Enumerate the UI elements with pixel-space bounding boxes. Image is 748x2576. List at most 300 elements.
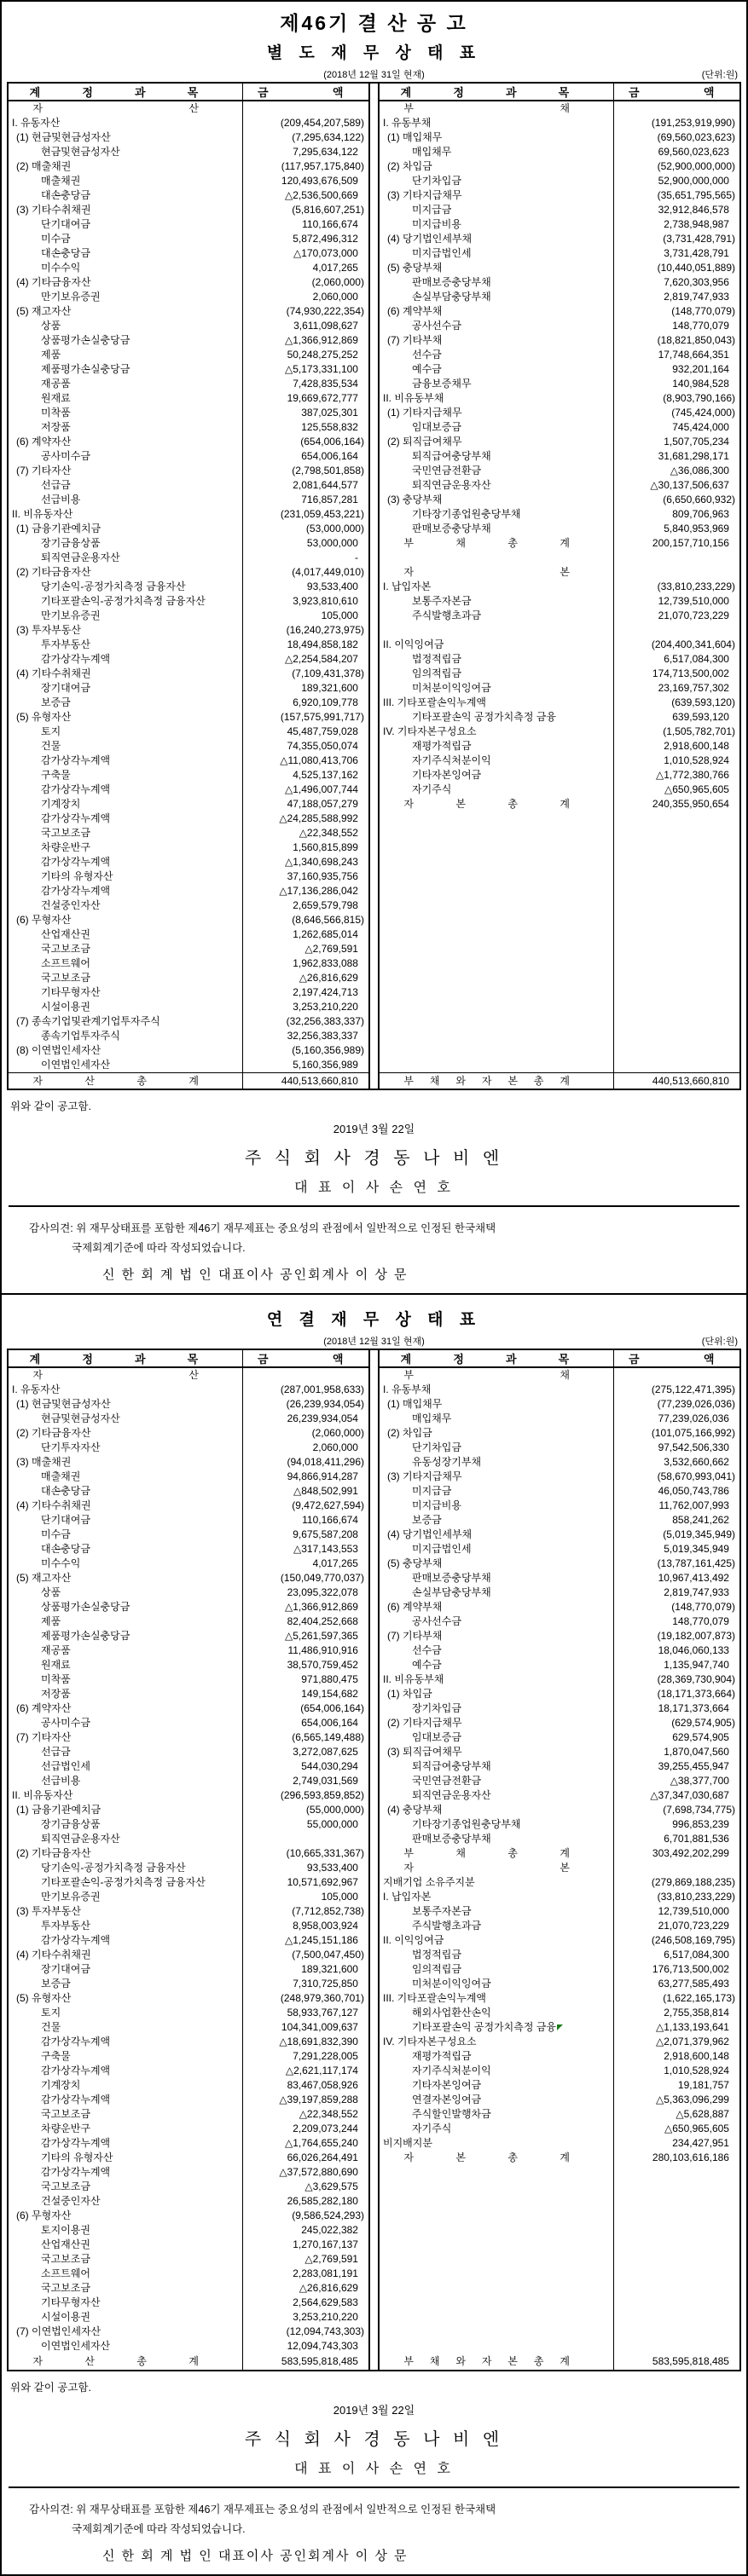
account-label: 국고보조금 — [41, 2253, 90, 2265]
account-label: 판매보증충당부채 — [412, 276, 491, 288]
consolidated-statement-section — [0, 1293, 748, 2576]
table-row — [380, 1759, 739, 1774]
account-label: 미지급금 — [412, 1485, 452, 1497]
account-label: 저장품 — [41, 1688, 71, 1700]
amount-value: 2,918,600,148 — [664, 2050, 729, 2062]
account-label: 소프트웨어 — [41, 957, 90, 969]
table-row — [9, 1716, 368, 1730]
account-label: (4) 기타수취채권 — [16, 1949, 91, 1961]
signature-block — [2, 1098, 746, 1283]
amount-value: (191,253,919,990) — [651, 117, 735, 129]
spread-char: 자 — [481, 1075, 492, 1087]
amount-column-header — [613, 1350, 739, 1366]
account-label: 만기보유증권 — [41, 1891, 101, 1903]
spread-char: 부 — [403, 2355, 414, 2367]
spread-char: 계 — [29, 1353, 41, 1366]
table-row — [380, 464, 739, 478]
table-row — [380, 681, 739, 696]
amount-value: 932,201,164 — [672, 363, 729, 375]
table-row — [380, 1368, 739, 1383]
table-row — [9, 1730, 368, 1745]
table-row — [9, 594, 368, 609]
table-row — [9, 406, 368, 420]
table-row — [380, 1542, 739, 1557]
account-label: III. 기타포괄손익누계액 — [383, 1992, 486, 2004]
spread-char: 채 — [429, 2355, 440, 2367]
spread-char: 자 — [403, 798, 414, 810]
account-label: 기타포괄손익 공정가치측정 금융 — [380, 2020, 613, 2035]
account-label: (2) 차입금 — [387, 160, 432, 172]
table-row — [380, 449, 739, 464]
amount-value: 303,492,202,299 — [652, 1847, 729, 1859]
table-row — [9, 2078, 368, 2093]
spread-char: 산 — [84, 2355, 95, 2367]
spread-char: 금 — [629, 86, 640, 99]
table-row — [380, 1716, 739, 1730]
account-label: 미지급비용 — [412, 1499, 461, 1511]
amount-value: 12,094,743,303 — [287, 2340, 358, 2352]
table-row — [9, 1774, 368, 1788]
table-row — [9, 116, 368, 130]
amount-value: 639,593,120 — [672, 711, 729, 723]
table-row — [9, 1014, 368, 1029]
amount-value: (69,560,023,623) — [657, 131, 735, 143]
account-label: I. 유동자산 — [12, 1383, 61, 1395]
amount-value: 996,853,239 — [672, 1818, 729, 1830]
account-label: 재공품 — [41, 1644, 71, 1656]
amount-value: 1,962,833,088 — [293, 957, 358, 969]
amount-value: 745,424,000 — [672, 421, 729, 433]
amount-value: △3,629,575 — [304, 2180, 358, 2192]
amount-value: 3,923,810,610 — [293, 595, 358, 607]
amount-value: 94,866,914,287 — [287, 1470, 358, 1482]
table-row — [9, 1043, 368, 1058]
account-label: 기타장기종업원충당부채 — [412, 1818, 521, 1830]
spread-char: 과 — [134, 86, 146, 99]
amount-value: △2,071,379,962 — [656, 2036, 729, 2048]
account-label: 상품평가손실충당금 — [41, 334, 130, 346]
spread-char: 채 — [560, 102, 570, 114]
account-label: (1) 금융기관예치금 — [16, 523, 101, 534]
amount-value: (52,900,000,000) — [657, 160, 735, 172]
account-label: (1) 현금및현금성자산 — [16, 1398, 111, 1410]
table-row — [380, 609, 739, 623]
table-row — [380, 1687, 739, 1701]
account-label: 미처분이익잉여금 — [412, 1978, 491, 1990]
table-row — [380, 2035, 739, 2049]
account-label: 기타포괄손익 공정가치측정 금융 — [412, 711, 556, 723]
amount-value — [613, 565, 739, 580]
amount-value: 240,355,950,654 — [652, 798, 729, 810]
table-row — [380, 319, 739, 333]
amount-value: 234,427,951 — [672, 2137, 729, 2149]
amount-value: 4,525,137,162 — [293, 769, 358, 781]
account-label: 현금및현금성자산 — [41, 1412, 120, 1424]
spread-char: 액 — [332, 1353, 344, 1366]
account-label: 국민연금전환금 — [412, 465, 482, 477]
account-label: (2) 기타지급채무 — [387, 1717, 462, 1729]
table-row — [9, 739, 368, 754]
amount-value: (19,182,007,873) — [657, 1630, 735, 1642]
amount-value: (204,400,341,604) — [651, 638, 735, 650]
table-row — [9, 2093, 368, 2107]
table-row — [9, 1745, 368, 1759]
account-label: 대손충당금 — [41, 247, 90, 259]
amount-value: (231,059,453,221) — [280, 508, 364, 520]
spread-char: 채 — [455, 537, 466, 549]
table-row — [380, 623, 739, 638]
amount-value: 1,560,815,899 — [293, 841, 358, 853]
amount-value: 7,428,835,534 — [293, 378, 358, 390]
table-row — [380, 783, 739, 797]
account-label: (7) 기타부채 — [387, 334, 443, 346]
amount-value: 52,900,000,000 — [658, 175, 729, 187]
table-row — [380, 652, 739, 667]
table-row — [380, 1977, 739, 1991]
table-row — [9, 551, 368, 565]
table-row — [380, 797, 739, 811]
table-row — [9, 811, 368, 826]
table-row — [9, 1000, 368, 1014]
spread-char: 계 — [188, 1075, 199, 1087]
account-label: (3) 투자부동산 — [16, 624, 81, 636]
amount-value: △1,772,380,766 — [656, 769, 729, 781]
spread-char: 액 — [703, 86, 715, 99]
table-row — [9, 1991, 368, 2006]
spread-char: 액 — [332, 86, 344, 99]
table-row — [380, 2049, 739, 2064]
table-row — [380, 739, 739, 754]
amount-value: △170,073,000 — [293, 247, 358, 259]
account-label: 토지 — [41, 2007, 61, 2019]
amount-value: 74,355,050,074 — [287, 740, 358, 752]
table-row — [9, 1933, 368, 1948]
table-row — [9, 1513, 368, 1528]
amount-value: (74,930,222,354) — [286, 305, 364, 317]
table-row — [380, 2078, 739, 2093]
date-line — [2, 1334, 746, 1346]
amount-value: △650,965,605 — [664, 783, 729, 795]
table-row — [380, 275, 739, 290]
amount-value: 3,731,428,791 — [664, 247, 729, 259]
table-row — [380, 1513, 739, 1528]
liabilities-equity-rows — [380, 1368, 739, 2354]
amount-value: 2,755,358,814 — [664, 2007, 729, 2019]
spread-char: 정 — [82, 86, 93, 99]
table-row — [9, 493, 368, 507]
table-row — [380, 2151, 739, 2165]
amount-value: (246,508,169,795) — [651, 1934, 735, 1946]
ceo-name: 대 표 이 사 손 연 호 — [294, 2462, 454, 2476]
table-row — [380, 522, 739, 536]
amount-value: 66,026,264,491 — [287, 2151, 358, 2163]
account-label: 선급비용 — [41, 494, 81, 505]
amount-value: 654,006,164 — [301, 450, 358, 462]
amount-value: △11,080,413,706 — [280, 754, 358, 766]
amount-value: 2,081,644,577 — [293, 479, 358, 491]
amount-value: 18,494,858,182 — [287, 638, 358, 650]
amount-value: (12,094,743,303) — [286, 2325, 364, 2337]
account-label: 차량운반구 — [41, 841, 90, 853]
amount-value: △17,136,286,042 — [279, 885, 358, 897]
account-label: 임대보증금 — [412, 421, 461, 433]
table-header-row — [380, 1350, 739, 1368]
amount-value: (275,122,471,395) — [651, 1383, 735, 1395]
table-row — [9, 1029, 368, 1043]
amount-value: 26,239,934,054 — [287, 1412, 358, 1424]
account-label: 장기대여금 — [41, 1963, 90, 1975]
spread-char: 목 — [558, 86, 570, 99]
table-row — [9, 1672, 368, 1687]
amount-value: (7,295,634,122) — [292, 131, 364, 143]
account-label: 퇴직연금운용자산 — [412, 1789, 491, 1801]
amount-value: (9,586,524,293) — [292, 2209, 364, 2221]
table-row — [380, 565, 739, 580]
account-label: 국고보조금 — [41, 943, 90, 955]
amount-value: (10,665,331,367) — [286, 1847, 364, 1859]
amount-value — [613, 101, 739, 116]
table-row — [9, 1455, 368, 1470]
amount-value: 189,321,600 — [301, 682, 358, 694]
amount-value: (654,006,164) — [300, 1702, 364, 1714]
amount-value: 105,000 — [321, 609, 358, 621]
amount-value — [242, 1368, 368, 1383]
as-of-date: (2018년 12월 31일 현재) — [323, 70, 425, 80]
account-label: 기타자본잉여금 — [412, 2079, 482, 2091]
account-label: (3) 충당부채 — [387, 494, 443, 505]
amount-value: 23,169,757,302 — [658, 682, 729, 694]
amount-value: △36,086,300 — [670, 465, 729, 477]
account-label: (1) 매입채무 — [387, 131, 443, 143]
amount-value: 19,669,672,777 — [287, 392, 358, 404]
spread-char: 계 — [400, 86, 412, 99]
account-label — [380, 1861, 613, 1875]
account-label: 국고보조금 — [41, 827, 90, 839]
account-label: 미처분이익잉여금 — [412, 682, 491, 694]
amount-value: (6,650,660,932) — [663, 494, 735, 505]
announcement-text: 위와 같이 공고함. — [10, 1100, 91, 1112]
table-row — [9, 2020, 368, 2035]
amount-value: 7,291,228,005 — [293, 2050, 358, 2062]
account-label: (2) 기타금융자산 — [16, 1427, 91, 1439]
amount-value: 19,181,757 — [677, 2079, 729, 2091]
amount-column-header — [613, 84, 739, 100]
account-label: (5) 유형자산 — [16, 711, 72, 723]
spread-char: 본 — [455, 798, 466, 810]
account-label: 건설중인자산 — [41, 2195, 101, 2207]
table-row — [380, 696, 739, 710]
account-label: 유동성장기부채 — [412, 1456, 482, 1468]
account-label: 토지 — [41, 725, 61, 737]
table-row — [380, 594, 739, 609]
table-row — [9, 478, 368, 493]
account-label: (4) 당기법인세부채 — [387, 233, 473, 245]
account-label: 감가상각누계액 — [41, 885, 111, 897]
signature-date: 2019년 3월 22일 — [333, 1123, 415, 1135]
account-label: (2) 기타금융자산 — [16, 566, 91, 578]
account-label: 제품평가손실충당금 — [41, 1630, 130, 1642]
signature-block — [2, 2379, 746, 2564]
amount-value: (101,075,166,992) — [651, 1427, 735, 1439]
amount-value: △39,197,859,288 — [279, 2094, 358, 2105]
table-row — [9, 1412, 368, 1426]
table-row — [380, 2006, 739, 2020]
table-row — [380, 1788, 739, 1803]
amount-value: 2,738,948,987 — [664, 218, 729, 230]
account-label: 상품평가손실충당금 — [41, 1601, 130, 1613]
spread-char: 총 — [507, 537, 518, 549]
table-row — [380, 1499, 739, 1513]
table-row — [380, 1803, 739, 1817]
table-row — [9, 2194, 368, 2209]
amount-value: (10,440,051,889) — [657, 262, 735, 274]
amount-value: (629,574,905) — [671, 1717, 735, 1729]
spread-char: 총 — [136, 2355, 147, 2367]
amount-value: 18,171,373,664 — [658, 1702, 729, 1714]
account-label: 공사미수금 — [41, 1717, 90, 1729]
table-row — [9, 1977, 368, 1991]
account-label: (1) 금융기관예치금 — [16, 1804, 101, 1816]
table-row — [9, 1875, 368, 1890]
amount-value: (7,500,047,450) — [292, 1949, 364, 1961]
table-row — [9, 1571, 368, 1585]
amount-value: (248,979,360,701) — [280, 1992, 364, 2004]
table-row — [9, 797, 368, 811]
account-label: (3) 매출채권 — [16, 1456, 72, 1468]
amount-value: (55,000,000) — [305, 1804, 364, 1816]
spread-char: 과 — [134, 1353, 146, 1366]
account-label: (4) 충당부채 — [387, 1804, 443, 1816]
account-label: 투자부동산 — [41, 638, 90, 650]
amount-value: 6,920,109,778 — [293, 696, 358, 708]
account-label: 퇴직급여충당부채 — [412, 1760, 491, 1772]
table-row — [380, 478, 739, 493]
spread-char: 계 — [560, 1075, 570, 1087]
amount-value: 544,030,294 — [301, 1760, 358, 1772]
statement-title: 연 결 재 무 상 태 표 — [266, 1311, 482, 1329]
account-label: 건설중인자산 — [41, 899, 101, 911]
amount-value: 5,840,953,969 — [664, 523, 729, 534]
spread-char: 액 — [703, 1353, 715, 1366]
spread-char: 부 — [403, 537, 414, 549]
table-row — [9, 2296, 368, 2310]
spread-char: 자 — [403, 1862, 414, 1874]
table-row — [9, 1890, 368, 1904]
table-row — [9, 1614, 368, 1629]
amount-value: 1,135,947,740 — [664, 1659, 729, 1671]
amount-value: 23,095,322,078 — [287, 1586, 358, 1598]
table-row — [380, 1890, 739, 1904]
table-row — [9, 1557, 368, 1571]
account-label: IV. 기타자본구성요소 — [383, 2036, 477, 2048]
spread-char: 자 — [481, 2355, 492, 2367]
account-label: (2) 퇴직급여채무 — [387, 436, 462, 448]
account-label: 해외사업환산손익 — [412, 2007, 491, 2019]
amount-value: 4,017,265 — [312, 1557, 358, 1569]
table-row — [380, 1962, 739, 1977]
amount-value — [242, 101, 368, 116]
spread-char: 부 — [403, 1075, 414, 1087]
account-label: (4) 기타수취채권 — [16, 1499, 91, 1511]
spread-char: 본 — [560, 566, 570, 578]
table-row — [9, 391, 368, 406]
account-label: 토지이용권 — [41, 2224, 90, 2236]
table-row — [380, 1933, 739, 1948]
spread-char: 채 — [455, 1847, 466, 1859]
amount-value: (296,593,859,852) — [280, 1789, 364, 1801]
account-label: 미수금 — [41, 233, 71, 245]
spread-char: 자 — [32, 1369, 43, 1381]
audit-opinion-line2: 국제회계기준에 따라 작성되었습니다. — [72, 2523, 246, 2535]
amount-value: 12,739,510,000 — [658, 1905, 729, 1917]
spread-char: 과 — [505, 86, 517, 99]
table-row — [9, 971, 368, 985]
amount-value: △2,621,117,174 — [285, 2065, 358, 2076]
amount-value: △24,285,588,992 — [279, 812, 358, 824]
account-label: II. 이익잉여금 — [383, 1934, 444, 1946]
table-row — [9, 536, 368, 551]
table-row — [9, 2209, 368, 2223]
table-row — [9, 232, 368, 246]
amount-value: (26,239,934,054) — [286, 1398, 364, 1410]
account-label: 당기손익-공정가치측정 금융자산 — [41, 580, 186, 592]
table-row — [9, 1803, 368, 1817]
account-label: (7) 이연법인세자산 — [16, 2325, 101, 2337]
amount-value: △848,502,991 — [293, 1485, 358, 1497]
table-row — [380, 1861, 739, 1875]
account-label: 만기보유증권 — [41, 609, 101, 621]
table-row — [9, 638, 368, 652]
table-row — [380, 348, 739, 362]
table-row — [380, 1600, 739, 1614]
account-label — [9, 1368, 242, 1383]
account-label: 미지급법인세 — [412, 1543, 472, 1555]
account-label: (3) 투자부동산 — [16, 1905, 81, 1917]
amount-value: (7,698,734,775) — [663, 1804, 735, 1816]
account-label: 매입채무 — [412, 146, 452, 158]
amount-value: 6,517,084,300 — [664, 1949, 729, 1961]
account-label: 법정적립금 — [412, 1949, 461, 1961]
account-label: 기타의 유형자산 — [41, 870, 113, 882]
account-label: 주식할인발행차금 — [412, 2108, 491, 2120]
amount-value: △22,348,552 — [299, 2108, 358, 2120]
account-label: I. 납입자본 — [383, 580, 432, 592]
amount-value — [242, 1832, 368, 1846]
account-label: (6) 계약자산 — [16, 436, 72, 448]
amount-value: 6,517,084,300 — [664, 653, 729, 665]
amount-value: 53,000,000 — [306, 537, 358, 549]
account-label: (4) 당기법인세부채 — [387, 1528, 473, 1540]
table-row — [9, 985, 368, 1000]
account-label: 이연법인세자산 — [41, 1059, 111, 1071]
account-label: 감가상각누계액 — [41, 653, 111, 665]
table-row — [9, 1629, 368, 1643]
table-row — [380, 754, 739, 768]
account-label: 시설이용권 — [41, 2311, 90, 2323]
amount-value: △38,377,700 — [670, 1775, 729, 1787]
spread-char: 정 — [453, 1353, 464, 1366]
table-row — [380, 1817, 739, 1832]
amount-value: 55,000,000 — [306, 1818, 358, 1830]
account-label: (3) 기타지급채무 — [387, 189, 462, 201]
table-row — [9, 2267, 368, 2281]
table-row — [9, 942, 368, 956]
table-row — [380, 768, 739, 783]
table-row — [9, 464, 368, 478]
amount-value: 82,404,252,668 — [287, 1615, 358, 1627]
amount-value: (150,049,770,037) — [280, 1572, 364, 1584]
spread-char: 자 — [32, 2355, 43, 2367]
